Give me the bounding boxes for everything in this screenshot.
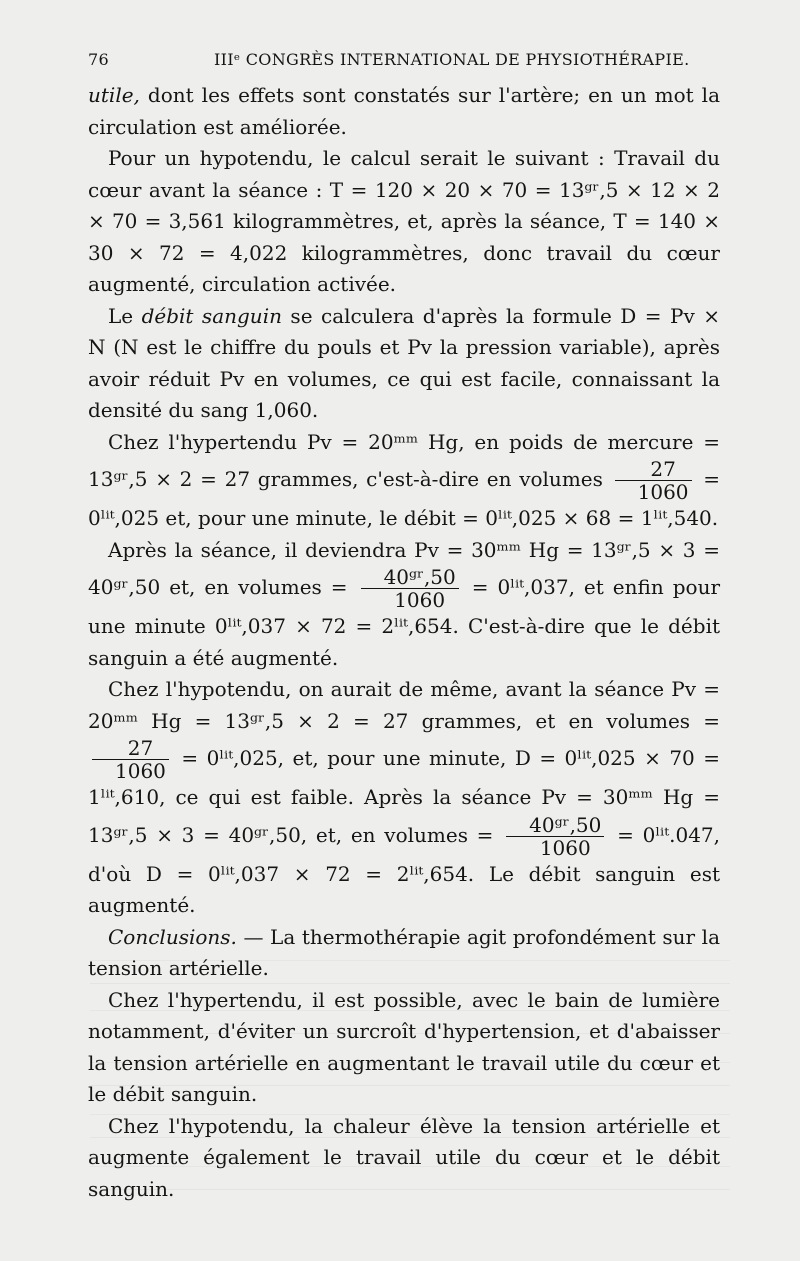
conclusions-heading: Conclusions. — [108, 924, 237, 949]
paragraph-6-text-a: Chez l'hypotendu, on aurait de même, avant la séance Pv = 20ᵐᵐ Hg = 13ᵍʳ,5 × 2 = 27 grammes, et en volumes = — [88, 677, 720, 733]
running-title: IIIᵉ CONGRÈS INTERNATIONAL DE PHYSIOTHÉRAPIE. — [214, 50, 690, 69]
page-number: 76 — [88, 50, 109, 69]
fraction-denominator: 1060 — [92, 759, 169, 782]
paragraph-4 — [88, 427, 720, 535]
fraction-denominator: 1060 — [361, 588, 459, 611]
fraction-volume — [615, 458, 692, 503]
paragraph-1-text: dont les effets sont constatés sur l'artère; en un mot la circulation est améliorée. — [88, 83, 720, 139]
paragraph-4-text-b: = 0ˡⁱᵗ,025 et, pour une minute, le débit = 0ˡⁱᵗ,025 × 68 = 1ˡⁱᵗ,540. — [88, 467, 721, 530]
paragraph-6-text-b: = 0ˡⁱᵗ,025, et, pour une minute, D = 0ˡⁱᵗ,025 × 70 = 1ˡⁱᵗ,610, ce qui est faible. Après la séance Pv = 30ᵐᵐ Hg = 13ᵍʳ,5 × 3 = 40ᵍʳ,50, et, en volumes = — [88, 746, 720, 847]
paragraph-1-italic: utile, — [88, 83, 140, 107]
paragraph-7 — [88, 922, 720, 985]
paragraph-9-text: Chez l'hypotendu, la chaleur élève la tension artérielle et augmente également le travail utile du cœur et le débit sanguin. — [88, 1113, 720, 1201]
paragraph-7-text: — La thermothérapie agit profondément sur la tension artérielle. — [88, 924, 720, 980]
paragraph-3-pre: Le — [108, 303, 142, 328]
fraction-numerator: 40ᵍʳ,50 — [383, 565, 456, 589]
paragraph-3-italic: débit sanguin — [141, 303, 282, 328]
paragraph-2-text: Pour un hypotendu, le calcul serait le suivant : Travail du cœur avant la séance : T = 120 × 20 × 70 = 13ᵍʳ,5 × 12 × 2 × 70 = 3,561 kilogrammètres, et, après la séance, T = 140 × 30 × 72 = 4,022 kilogrammètres, donc travail du cœur augmenté, circulation activée. — [88, 146, 720, 296]
fraction-denominator: 1060 — [506, 836, 604, 859]
paragraph-8-text: Chez l'hypertendu, il est possible, avec le bain de lumière notamment, d'éviter un surcroît d'hypertension, et d'abaisser la tension artérielle en augmentant le travail utile du cœur et le débit sanguin. — [88, 987, 720, 1106]
paragraph-3 — [88, 301, 720, 427]
paragraph-8 — [88, 985, 720, 1111]
fraction-numerator: 40ᵍʳ,50 — [529, 812, 602, 837]
paragraph-5 — [88, 535, 720, 675]
running-header — [88, 46, 720, 74]
paragraph-5-text-b: = 0ˡⁱᵗ,037, et enfin pour une minute 0ˡⁱᵗ,037 × 72 = 2ˡⁱᵗ,654. C'est-à-dire que le débit sanguin a été augmenté. — [88, 575, 721, 670]
fraction-denominator: 1060 — [615, 480, 692, 503]
paragraph-4-text-a: Chez l'hypertendu Pv = 20ᵐᵐ Hg, en poids de mercure = 13ᵍʳ,5 × 2 = 27 grammes, c'est-à-dire en volumes — [88, 429, 720, 491]
paragraph-5-text-a: Après la séance, il deviendra Pv = 30ᵐᵐ Hg = 13ᵍʳ,5 × 3 = 40ᵍʳ,50 et, en volumes = — [88, 537, 720, 599]
fraction-numerator: 27 — [650, 457, 676, 481]
fraction-volume — [506, 814, 604, 859]
paragraph-6 — [88, 674, 720, 922]
page-body — [88, 80, 720, 1205]
paragraph-3-post: se calculera d'après la formule D = Pv × N (N est le chiffre du pouls et Pv la pression variable), après avoir réduit Pv en volumes, ce qui est facile, connaissant la densité du sang 1,060. — [88, 303, 720, 422]
paragraph-6-text-c: = 0ˡⁱᵗ.047, d'où D = 0ˡⁱᵗ,037 × 72 = 2ˡⁱᵗ,654. Le débit sanguin est augmenté. — [88, 822, 721, 917]
fraction-numerator: 27 — [127, 736, 154, 760]
paragraph-2 — [88, 143, 720, 301]
fraction-volume — [92, 737, 169, 782]
fraction-volume — [361, 566, 459, 611]
paragraph-9 — [88, 1111, 720, 1206]
paragraph-1 — [88, 80, 720, 143]
